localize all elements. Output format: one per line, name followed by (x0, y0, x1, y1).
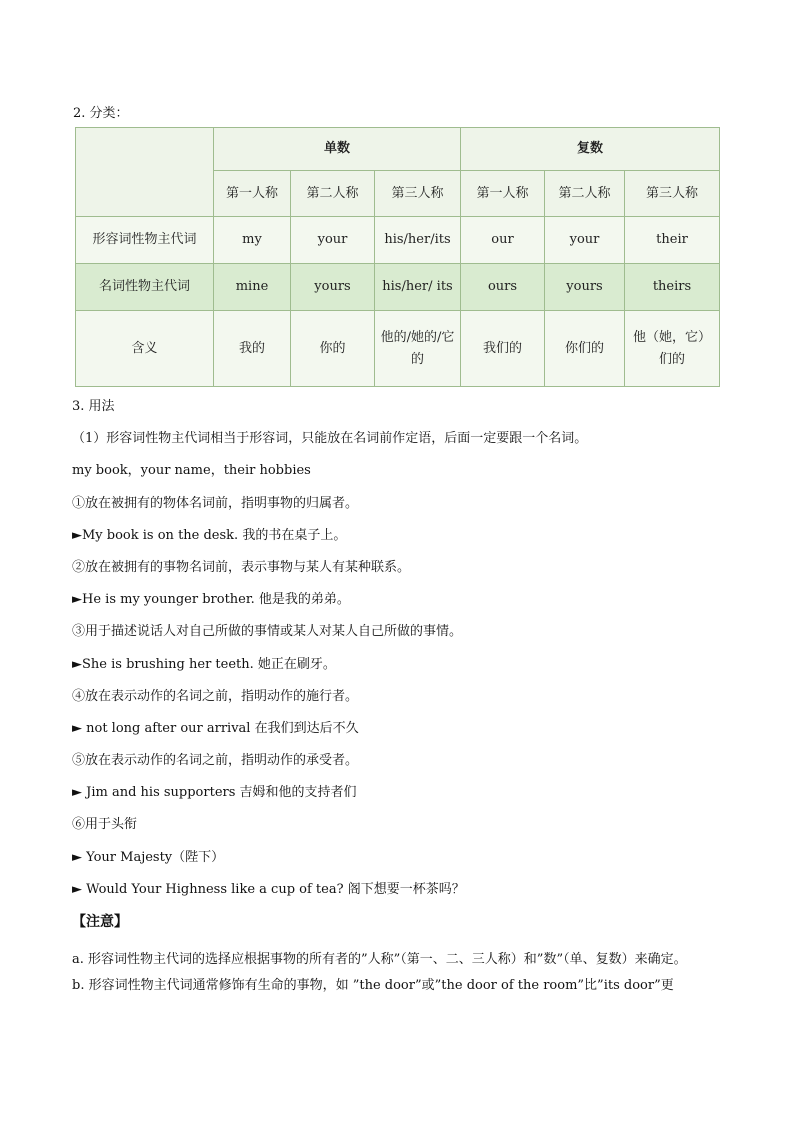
paragraph: ⑥用于头衔 (72, 817, 138, 833)
example-line: ► Would Your Highness like a cup of tea? 阁下想要一杯茶吗？ (72, 881, 465, 897)
table-cell: theirs (625, 264, 720, 311)
header-plural: 复数 (461, 128, 720, 171)
pronoun-table (75, 127, 720, 387)
table-corner-cell (76, 128, 214, 217)
row-label: 含义 (76, 311, 214, 387)
table-cell: 我的 (214, 311, 291, 387)
note-paragraph: b. 形容词性物主代词通常修饰有生命的事物，如 ”the door”或”the door of the room”比”its door”更 (72, 978, 674, 994)
paragraph: ①放在被拥有的物体名词前，指明事物的归属者。 (72, 495, 359, 511)
example-line: ►She is brushing her teeth. 她正在刷牙。 (72, 656, 336, 672)
table-cell: your (545, 217, 625, 264)
table-cell: 他（她，它）们的 (625, 311, 720, 387)
example-line: ►He is my younger brother. 他是我的弟弟。 (72, 592, 350, 608)
body-text (72, 397, 732, 1008)
paragraph: ⑤放在表示动作的名词之前，指明动作的承受者。 (72, 753, 359, 769)
table-cell: their (625, 217, 720, 264)
note-title: 【注意】 (72, 914, 128, 930)
table-cell: my (214, 217, 291, 264)
paragraph: ④放在表示动作的名词之前，指明动作的施行者。 (72, 688, 359, 704)
usage-title: 3. 用法 (72, 399, 115, 414)
paragraph: （1）形容词性物主代词相当于形容词，只能放在名词前作定语，后面一定要跟一个名词。 (72, 431, 588, 447)
row-label: 名词性物主代词 (76, 264, 214, 311)
table-row (76, 264, 720, 311)
table-cell: yours (545, 264, 625, 311)
table-row (76, 311, 720, 387)
person-cell: 第一人称 (214, 171, 291, 217)
table-cell: yours (291, 264, 375, 311)
example-line: ►My book is on the desk. 我的书在桌子上。 (72, 527, 347, 543)
table-cell: 你的 (291, 311, 375, 387)
note-paragraph: a. 形容词性物主代词的选择应根据事物的所有者的”人称”（第一、二、三人称）和”数”（单、复数）来确定。 (72, 952, 687, 968)
paragraph: ②放在被拥有的事物名词前，表示事物与某人有某种联系。 (72, 559, 411, 575)
table-header-row (76, 128, 720, 171)
paragraph: ③用于描述说话人对自己所做的事情或某人对某人自己所做的事情。 (72, 624, 463, 640)
example-line: ► Jim and his supporters 吉姆和他的支持者们 (72, 785, 357, 801)
person-cell: 第三人称 (625, 171, 720, 217)
person-cell: 第二人称 (545, 171, 625, 217)
table-cell: mine (214, 264, 291, 311)
example-line: ► not long after our arrival 在我们到达后不久 (72, 720, 359, 736)
table-cell: 他的/她的/它的 (375, 311, 461, 387)
person-cell: 第二人称 (291, 171, 375, 217)
table-cell: our (461, 217, 545, 264)
section-title: 2. 分类： (73, 106, 129, 121)
table-cell: your (291, 217, 375, 264)
row-label: 形容词性物主代词 (76, 217, 214, 264)
person-cell: 第一人称 (461, 171, 545, 217)
table-cell: his/her/its (375, 217, 461, 264)
example-line: ► Your Majesty（陛下） (72, 849, 225, 865)
table-cell: his/her/ its (375, 264, 461, 311)
table-cell: 你们的 (545, 311, 625, 387)
paragraph: my book，your name，their hobbies (72, 463, 311, 479)
table-row (76, 217, 720, 264)
table-cell: ours (461, 264, 545, 311)
header-singular: 单数 (214, 128, 461, 171)
person-cell: 第三人称 (375, 171, 461, 217)
table-cell: 我们的 (461, 311, 545, 387)
